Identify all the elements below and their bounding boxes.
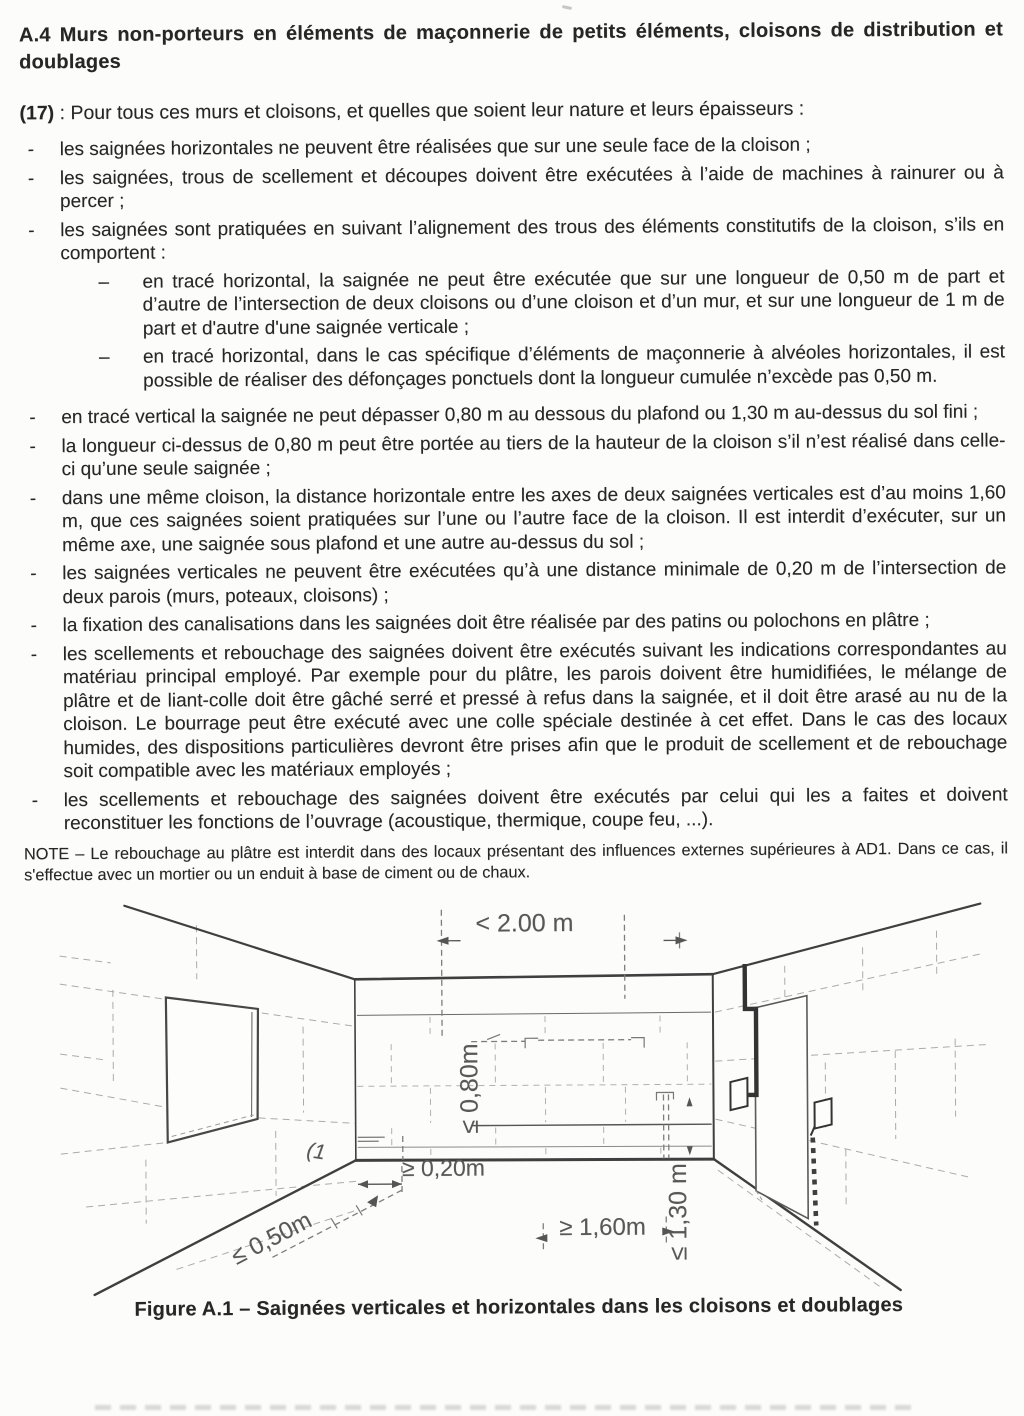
clause-item: - la fixation des canalisations dans les saignées doit être réalisée par des patins ou polochons en plâtre ; [23,608,1007,638]
clause-item: - les saignées, trous de scellement et découpes doivent être exécutées à l’aide de machines à rainurer ou à percer ; [20,161,1004,214]
sub-clause-list [20,265,1005,394]
note-paragraph: NOTE – Le rebouchage au plâtre est interdit dans des locaux présentant des influences externes supérieures à AD1. Dans ce cas, il s'effectue avec un mortier ou un enduit à base de ciment ou de chaux. [23,838,1009,884]
clause-item: - les saignées verticales ne peuvent être exécutées qu’à une distance minimale de 0,20 m de l’intersection de deux parois (murs, poteaux, cloisons) ; [22,556,1006,609]
clause-number: (17) [19,102,55,125]
clause-item: - dans une même cloison, la distance horizontale entre les axes de deux saignées verticales est d’au moins 1,60 m, que ces saignées soient pratiquées sur l’une ou l’autre face de la cloison. Il est interdit d’exécuter, sur un même axe, une saignée sous plafond et une autre au-dessus du sol ; [22,481,1006,558]
sub-clause-item: – en tracé horizontal, la saignée ne peut être exécutée que sur une longueur de 0,50 m de part et d’autre de l’intersection de deux cloisons ou d’une cloison et d’un mur, et sur une longueur de 1 m de part et d'autre d'une saignée verticale ; [98,265,1004,341]
dimension-labels [225,908,693,1270]
intro-paragraph [19,95,1003,125]
conduit-line [745,963,757,1094]
dimension-arrows [356,935,693,1243]
clause-item: - en tracé vertical la saignée ne peut dépasser 0,80 m au dessous du plafond ou 1,30 m au-dessus du sol fini ; [21,400,1005,430]
cutoff-text-strip [95,1405,914,1410]
dim-right-vertical-label: ≤ 1,30 m [663,1162,693,1260]
dim-corner-label: ≥ 0,20m [401,1154,485,1181]
dim-floor-right-label: ≥ 1,60m [559,1213,646,1241]
figure-caption: Figure A.1 – Saignées verticales et horizontales dans les cloisons et doublages [134,1293,904,1321]
socket-box-right [814,1098,831,1128]
clause-item: - les saignées horizontales ne peuvent être réalisées que sur une seule face de la cloison ; [20,132,1004,162]
figure-a1-drawing [24,886,1024,1297]
back-wall-lines [357,1012,712,1148]
sub-clause-item: – en tracé horizontal, dans le cas spécifique d’éléments de maçonnerie à alvéoles horizontales, il est possible de réaliser des défonçages ponctuels dont la longueur cumulée n’excède pas 0,50 m. [99,340,1005,393]
isometric-room-figure [24,886,1024,1297]
dotted-chase-line [813,1137,817,1225]
intro-text: : Pour tous ces murs et cloisons, et quelles que soient leur nature et leurs épaisseurs : [54,97,805,125]
left-wall-window [166,996,259,1142]
section-heading: A.4 Murs non-porteurs en éléments de maçonnerie de petits éléments, cloisons de distribution et doublages [18,18,1004,74]
dim-back-vertical-label: ≤ 0,80m [455,1042,484,1134]
clause-item: - les saignées sont pratiquées en suivant l’alignement des trous des éléments constitutifs de la cloison, s’ils en comportent : [20,213,1004,266]
clause-list-continued [21,400,1008,836]
clause-item: - les scellements et rebouchage des saignées doivent être exécutés par celui qui les a faites et doivent reconstituer les fonctions de l’ouvrage (acoustique, thermique, coupe feu, ...). [24,783,1008,836]
dim-top-label: < 2.00 m [475,908,574,938]
pencil-annotation: (1 [305,1138,328,1164]
clause-list [20,132,1005,266]
clause-item: - les scellements et rebouchage des saignées doivent être exécutés suivant les indications correspondantes au matériau principal employé. Par exemple pour du plâtre, les parois doivent être humidifiées, le mélange de plâtre et de liant-colle doit être gâché serré et pressé à refus dans la saignée, et il doit être arasé au nu de la cloison. Le bourrage peut être exécuté avec une colle spéciale destinée à cet effet. Dans le cas des locaux humides, des dispositions particulières devront être prises afin que le produit de scellement et de rebouchage soit compatible avec les matériaux employés ; [23,637,1008,784]
back-wall-joints [357,1015,712,1158]
lining-panel [755,995,808,1218]
dim-floor-left-label: ≤ 0,50m [226,1206,317,1270]
socket-box-left [730,1077,747,1109]
chase-brackets [330,1033,674,1228]
clause-item: - la longueur ci-dessus de 0,80 m peut être portée au tiers de la hauteur de la cloison s’il n’est réalisé dans celle-ci qu’une seule saignée ; [21,429,1005,482]
